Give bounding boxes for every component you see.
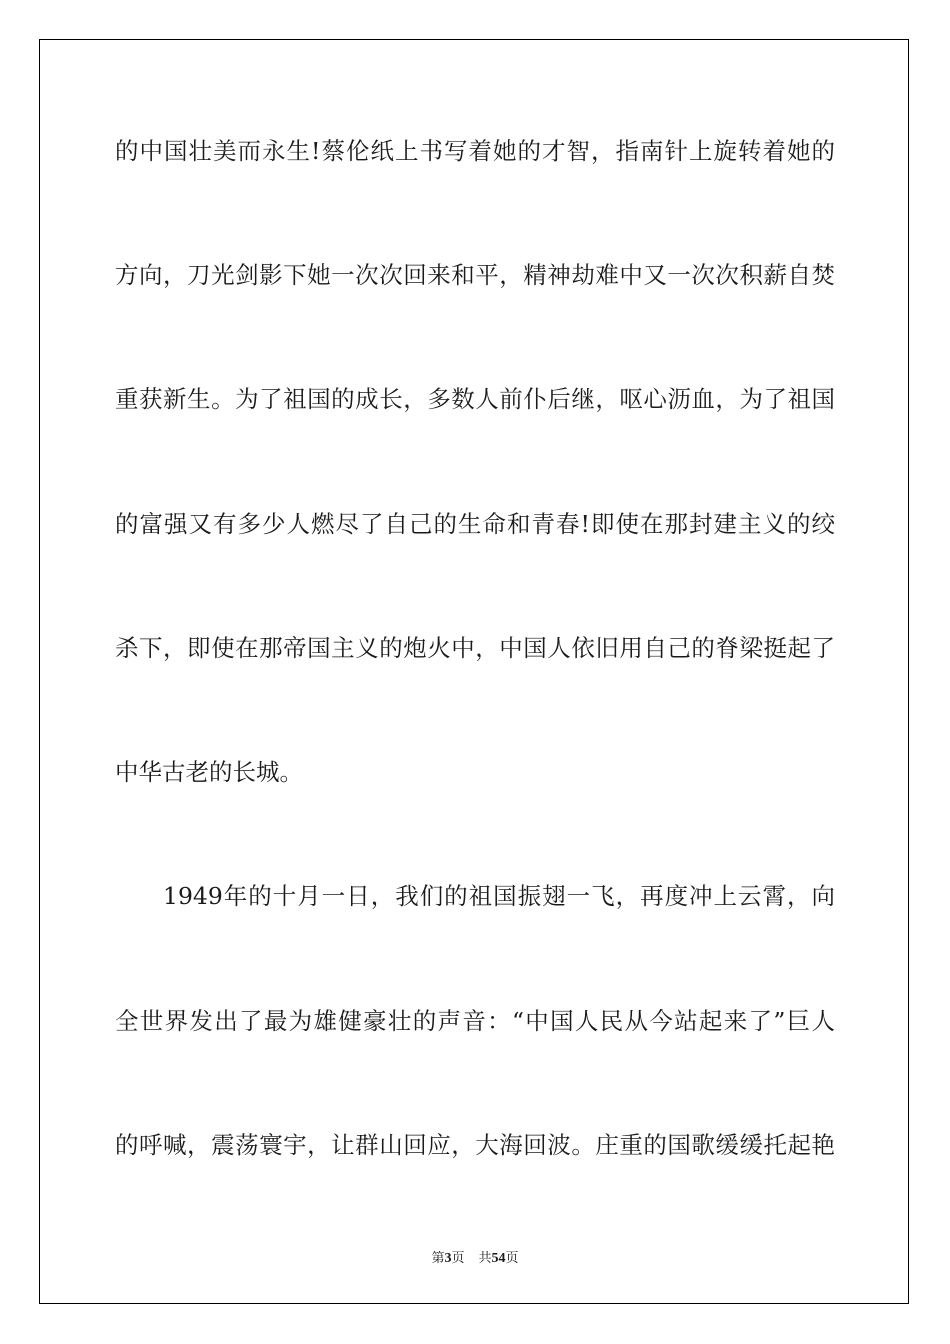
page-border <box>39 39 909 1304</box>
paragraph-line: 1949年的十月一日，我们的祖国振翅一飞，再度冲上云霄，向 <box>163 882 835 910</box>
page-prefix: 第 <box>431 1251 445 1266</box>
paragraph-line: 重获新生。为了祖国的成长，多数人前仆后继，呕心沥血，为了祖国 <box>115 385 835 413</box>
paragraph-line: 的中国壮美而永生!蔡伦纸上书写着她的才智，指南针上旋转着她的 <box>115 137 835 165</box>
page-number: 3 <box>444 1251 452 1266</box>
paragraph-line: 杀下，即使在那帝国主义的炮火中，中国人依旧用自己的脊梁挺起了 <box>115 634 835 662</box>
paragraph-line: 全世界发出了最为雄健豪壮的声音：“中国人民从今站起来了”巨人 <box>115 1007 835 1035</box>
total-suffix: 页 <box>505 1251 519 1266</box>
total-prefix: 共 <box>478 1251 492 1266</box>
paragraph-line: 方向，刀光剑影下她一次次回来和平，精神劫难中又一次次积薪自焚 <box>115 261 835 289</box>
paragraph-line: 的富强又有多少人燃尽了自己的生命和青春!即使在那封建主义的绞 <box>115 510 835 538</box>
paragraph-line: 的呼喊，震荡寰宇，让群山回应，大海回波。庄重的国歌缓缓托起艳 <box>115 1131 835 1159</box>
paragraph-line: 中华古老的长城。 <box>115 758 303 786</box>
page-suffix: 页 <box>451 1251 465 1266</box>
page-footer <box>0 1247 950 1267</box>
total-pages: 54 <box>491 1251 506 1266</box>
